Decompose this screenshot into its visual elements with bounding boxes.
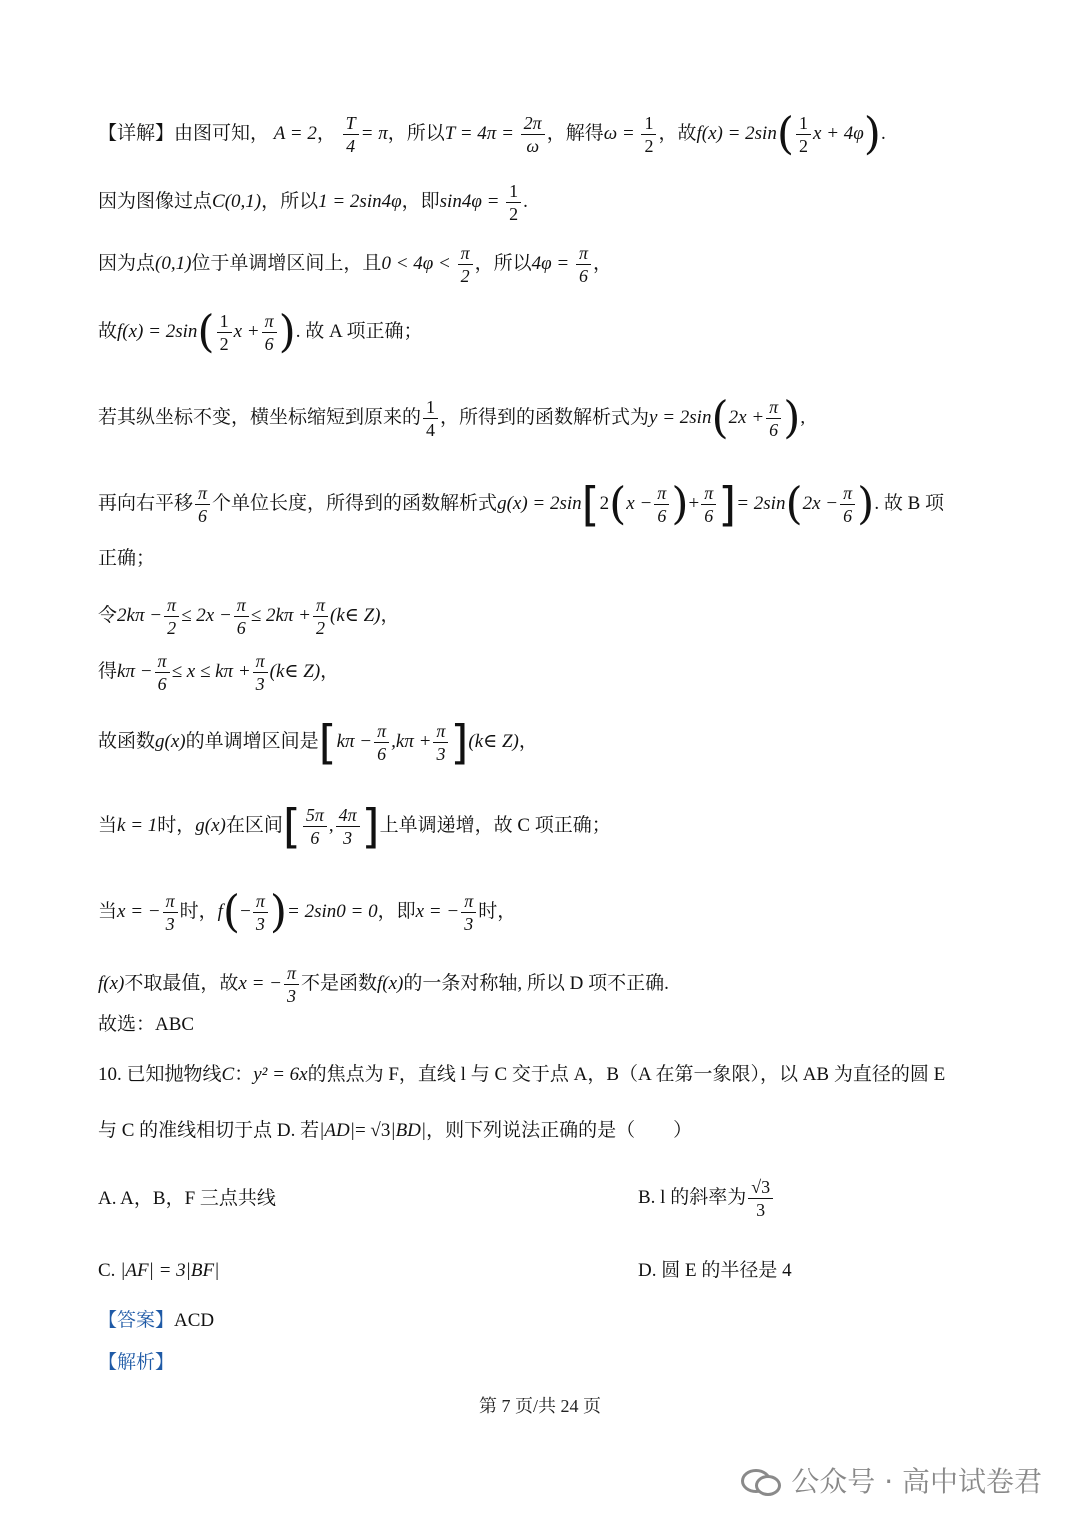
option-row-cd xyxy=(98,1258,1010,1284)
fraction: $\frac{\pi}{3}$ xyxy=(253,890,268,935)
watermark-text: 公众号 · 高中试卷君 xyxy=(791,1465,1042,1498)
solution-line-1: 【详解】由图可知， A = 2， $\frac{T}{4}$ = π，所以T = 4π = $\frac{2\pi}{\omega}$ ，解得ω = $\frac{1}{2}$ ，故f(x) = 2sin( $\frac{1}{2}$ x + 4φ). xyxy=(98,108,886,160)
solution-line-9: 得kπ − $\frac{\pi}{6}$ ≤ x ≤ kπ + $\frac{\pi}{3}$ (k∈ Z)， xyxy=(98,651,340,694)
fraction: $\frac{\pi}{6}$ xyxy=(234,594,249,639)
fraction: $\frac{\pi}{6}$ xyxy=(155,650,170,695)
solution-line-5: 若其纵坐标不变，横坐标缩短到原来的 $\frac{1}{4}$ ，所得到的函数解析式为y = 2sin(2x + $\frac{\pi}{6}$ ), xyxy=(98,392,806,444)
answer-tag: 【答案】 xyxy=(98,1310,175,1331)
fraction: $\frac{\pi}{3}$ xyxy=(461,890,476,935)
fraction: $\frac{1}{4}$ xyxy=(423,396,438,441)
fraction: $\frac{\pi}{6}$ xyxy=(576,242,591,287)
solution-line-10: 故函数g(x)的单调增区间是[kπ − $\frac{\pi}{6}$ ,kπ + $\frac{\pi}{3}$ ](k∈ Z)， xyxy=(98,715,538,770)
fraction: $\frac{1}{2}$ xyxy=(506,180,521,225)
solution-line-4: 故f(x) = 2sin( $\frac{1}{2}$ x + $\frac{\pi}{6}$ ). 故 A 项正确； xyxy=(98,306,423,358)
option-b: B. l 的斜率为 $\frac{√3}{3}$ xyxy=(638,1176,775,1221)
question-10-line-1: 10. 已知抛物线C：y² = 6x的焦点为 F，直线 l 与 C 交于点 A，B（A 在第一象限），以 AB 为直径的圆 E xyxy=(98,1064,946,1085)
fraction: $\frac{4\pi}{3}$ xyxy=(336,804,360,849)
answer-value: ACD xyxy=(174,1310,215,1331)
solution-line-12: 当x = − $\frac{\pi}{3}$ 时，f(− $\frac{\pi}{3}$ )= 2sin0 = 0，即x = − $\frac{\pi}{3}$ 时， xyxy=(98,886,517,938)
fraction: $\frac{\pi}{6}$ xyxy=(195,482,210,527)
fraction: $\frac{\pi}{6}$ xyxy=(374,720,389,765)
fraction: $\frac{\pi}{2}$ xyxy=(313,594,328,639)
fraction: $\frac{1}{2}$ xyxy=(641,112,656,157)
solution-line-14: 故选：ABC xyxy=(98,1014,195,1035)
fraction: $\frac{\pi}{6}$ xyxy=(766,396,781,441)
solution-line-11: 当k = 1时，g(x)在区间[ $\frac{5\pi}{6}$ , $\frac{4\pi}{3}$ ]上单调递增，故 C 项正确； xyxy=(98,799,611,854)
fraction: $\frac{\pi}{6}$ xyxy=(654,482,669,527)
analysis-line xyxy=(98,1350,1010,1376)
fraction: $\frac{1}{2}$ xyxy=(796,112,811,157)
fraction: $\frac{1}{2}$ xyxy=(217,310,232,355)
solution-line-2: 因为图像过点C(0,1)，所以1 = 2sin4φ，即sin4φ = $\frac{1}{2}$ . xyxy=(98,181,528,224)
fraction: $\frac{\pi}{6}$ xyxy=(840,482,855,527)
page-footer: 第 7 页/共 24 页 xyxy=(478,1396,601,1416)
option-d: D. 圆 E 的半径是 4 xyxy=(638,1260,792,1281)
option-a: A. A，B，F 三点共线 xyxy=(98,1188,276,1209)
fraction: $\frac{\pi}{3}$ xyxy=(284,962,299,1007)
answer-line xyxy=(98,1308,1010,1334)
fraction: $\frac{\pi}{3}$ xyxy=(253,650,268,695)
watermark xyxy=(741,1460,1042,1500)
solution-line-6: 再向右平移 $\frac{\pi}{6}$ 个单位长度，所得到的函数解析式g(x) = 2sin[2(x − $\frac{\pi}{6}$ )+ $\frac{\pi}{6}$ ]= 2sin(2x − $\frac{\pi}{6}$ ). 故 B 项 xyxy=(98,477,945,532)
analysis-tag: 【解析】 xyxy=(98,1352,175,1373)
detail-tag: 【详解】 xyxy=(98,122,175,144)
fraction: $\frac{\pi}{2}$ xyxy=(164,594,179,639)
solution-line-13: f(x)不取最值，故x = − $\frac{\pi}{3}$ 不是函数f(x)的一条对称轴, 所以 D 项不正确. xyxy=(98,963,669,1006)
fraction: $\frac{√3}{3}$ xyxy=(748,1176,773,1221)
solution-line-8: 令2kπ − $\frac{\pi}{2}$ ≤ 2x − $\frac{\pi}{6}$ ≤ 2kπ + $\frac{\pi}{2}$ (k∈ Z)， xyxy=(98,595,400,638)
option-c: C. |AF| = 3|BF| xyxy=(98,1260,220,1281)
fraction: $\frac{\pi}{3}$ xyxy=(433,720,448,765)
question-10-line-2: 与 C 的准线相切于点 D. 若|AD|= √3|BD|，则下列说法正确的是（ ） xyxy=(98,1120,693,1141)
fraction: $\frac{\pi}{3}$ xyxy=(163,890,178,935)
option-row-ab xyxy=(98,1177,1010,1220)
fraction: $\frac{2\pi}{\omega}$ xyxy=(521,112,545,157)
fraction: $\frac{\pi}{6}$ xyxy=(262,310,277,355)
solution-line-7: 正确； xyxy=(98,548,156,569)
fraction: $\frac{T}{4}$ xyxy=(343,112,359,157)
fraction: $\frac{\pi}{6}$ xyxy=(701,482,716,527)
wechat-icon xyxy=(741,1465,781,1495)
fraction: $\frac{\pi}{2}$ xyxy=(458,242,473,287)
solution-line-3: 因为点(0,1)位于单调增区间上，且0 < 4φ < $\frac{\pi}{2}$ ，所以4φ = $\frac{\pi}{6}$ ， xyxy=(98,243,613,286)
fraction: $\frac{5\pi}{6}$ xyxy=(303,804,327,849)
